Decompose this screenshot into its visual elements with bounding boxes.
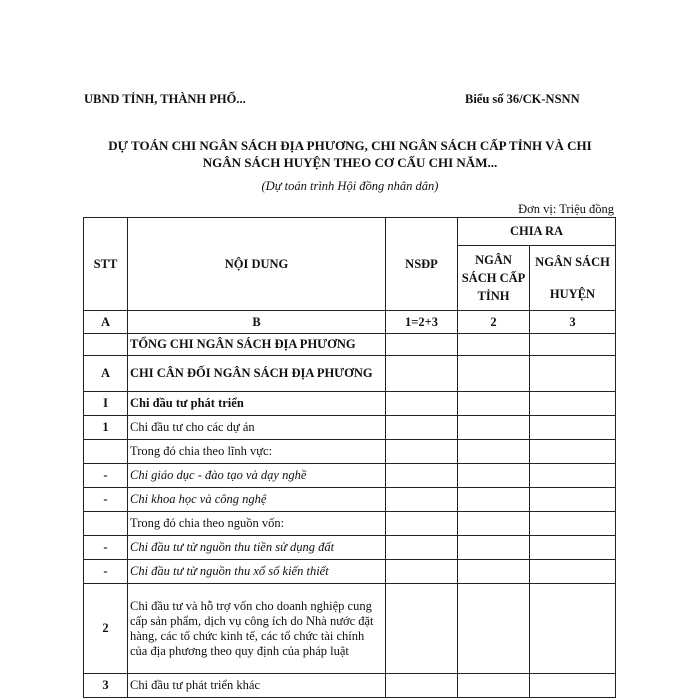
row-stt: 3 (84, 674, 128, 698)
form-number: Biểu số 36/CK-NSNN (465, 92, 580, 106)
budget-table (83, 217, 616, 698)
table-row (84, 392, 616, 416)
row-nsdp (386, 392, 458, 416)
row-district (530, 560, 616, 584)
row-district (530, 464, 616, 488)
table-row (84, 560, 616, 584)
row-content: Chi giáo dục - đào tạo và dạy nghề (128, 464, 386, 488)
row-stt: - (84, 560, 128, 584)
unit-label: Đơn vị: Triệu đồng (518, 202, 614, 216)
table-row (84, 464, 616, 488)
row-stt: - (84, 488, 128, 512)
table-row (84, 674, 616, 698)
row-nsdp (386, 488, 458, 512)
row-nsdp (386, 584, 458, 674)
row-provincial (458, 536, 530, 560)
row-district (530, 416, 616, 440)
title-line-2: NGÂN SÁCH HUYỆN THEO CƠ CẤU CHI NĂM... (202, 155, 498, 170)
row-stt: 2 (84, 584, 128, 674)
row-nsdp (386, 560, 458, 584)
row-provincial (458, 334, 530, 356)
table-row (84, 416, 616, 440)
table-row (84, 584, 616, 674)
row-district (530, 488, 616, 512)
row-provincial (458, 560, 530, 584)
table-row (84, 440, 616, 464)
row-content: Trong đó chia theo lĩnh vực: (128, 440, 386, 464)
code-provincial: 2 (458, 311, 530, 334)
table-row (84, 334, 616, 356)
row-stt: - (84, 536, 128, 560)
row-stt: A (84, 356, 128, 392)
row-nsdp (386, 416, 458, 440)
row-nsdp (386, 512, 458, 536)
header-stt: STT (84, 218, 128, 311)
row-content: TỔNG CHI NGÂN SÁCH ĐỊA PHƯƠNG (128, 334, 386, 356)
row-nsdp (386, 536, 458, 560)
row-stt (84, 334, 128, 356)
table-row (84, 488, 616, 512)
header-content: NỘI DUNG (128, 218, 386, 311)
row-content: Chi đầu tư cho các dự án (128, 416, 386, 440)
row-district (530, 536, 616, 560)
row-stt: I (84, 392, 128, 416)
row-district (530, 674, 616, 698)
row-content: Chi đầu tư từ nguồn thu tiền sử dụng đất (128, 536, 386, 560)
header-provincial: NGÂN SÁCH CẤP TỈNH (458, 246, 530, 311)
row-provincial (458, 674, 530, 698)
code-content: B (128, 311, 386, 334)
row-nsdp (386, 674, 458, 698)
header-district: NGÂN SÁCH HUYỆN (530, 246, 616, 311)
row-provincial (458, 356, 530, 392)
row-content: CHI CÂN ĐỐI NGÂN SÁCH ĐỊA PHƯƠNG (128, 356, 386, 392)
row-stt (84, 440, 128, 464)
row-provincial (458, 584, 530, 674)
row-content: Chi đầu tư và hỗ trợ vốn cho doanh nghiệp cung cấp sản phẩm, dịch vụ công ích do Nhà nước đặt hàng, các tổ chức kinh tế, các tổ chức tài chính của địa phương theo quy định của pháp luật (128, 584, 386, 674)
row-nsdp (386, 440, 458, 464)
header-group: CHIA RA (458, 218, 616, 246)
row-nsdp (386, 334, 458, 356)
table-row (84, 512, 616, 536)
row-stt (84, 512, 128, 536)
row-content: Chi đầu tư phát triển (128, 392, 386, 416)
row-stt: - (84, 464, 128, 488)
row-district (530, 356, 616, 392)
table-row (84, 356, 616, 392)
row-content: Chi đầu tư từ nguồn thu xổ số kiến thiết (128, 560, 386, 584)
row-nsdp (386, 464, 458, 488)
document-title (60, 137, 640, 171)
code-row (84, 311, 616, 334)
code-district: 3 (530, 311, 616, 334)
row-content: Chi khoa học và công nghệ (128, 488, 386, 512)
row-stt: 1 (84, 416, 128, 440)
row-provincial (458, 440, 530, 464)
row-content: Trong đó chia theo nguồn vốn: (128, 512, 386, 536)
header-nsdp: NSĐP (386, 218, 458, 311)
row-district (530, 392, 616, 416)
row-provincial (458, 464, 530, 488)
row-provincial (458, 392, 530, 416)
code-stt: A (84, 311, 128, 334)
document-subtitle: (Dự toán trình Hội đồng nhân dân) (261, 179, 439, 193)
row-district (530, 512, 616, 536)
title-line-1: DỰ TOÁN CHI NGÂN SÁCH ĐỊA PHƯƠNG, CHI NGÂN SÁCH CẤP TỈNH VÀ CHI (108, 138, 592, 153)
row-district (530, 440, 616, 464)
code-nsdp: 1=2+3 (386, 311, 458, 334)
row-provincial (458, 416, 530, 440)
row-provincial (458, 512, 530, 536)
row-district (530, 584, 616, 674)
issuer-label: UBND TỈNH, THÀNH PHỐ... (84, 92, 246, 106)
table-row (84, 536, 616, 560)
row-provincial (458, 488, 530, 512)
row-nsdp (386, 356, 458, 392)
row-district (530, 334, 616, 356)
row-content: Chi đầu tư phát triển khác (128, 674, 386, 698)
